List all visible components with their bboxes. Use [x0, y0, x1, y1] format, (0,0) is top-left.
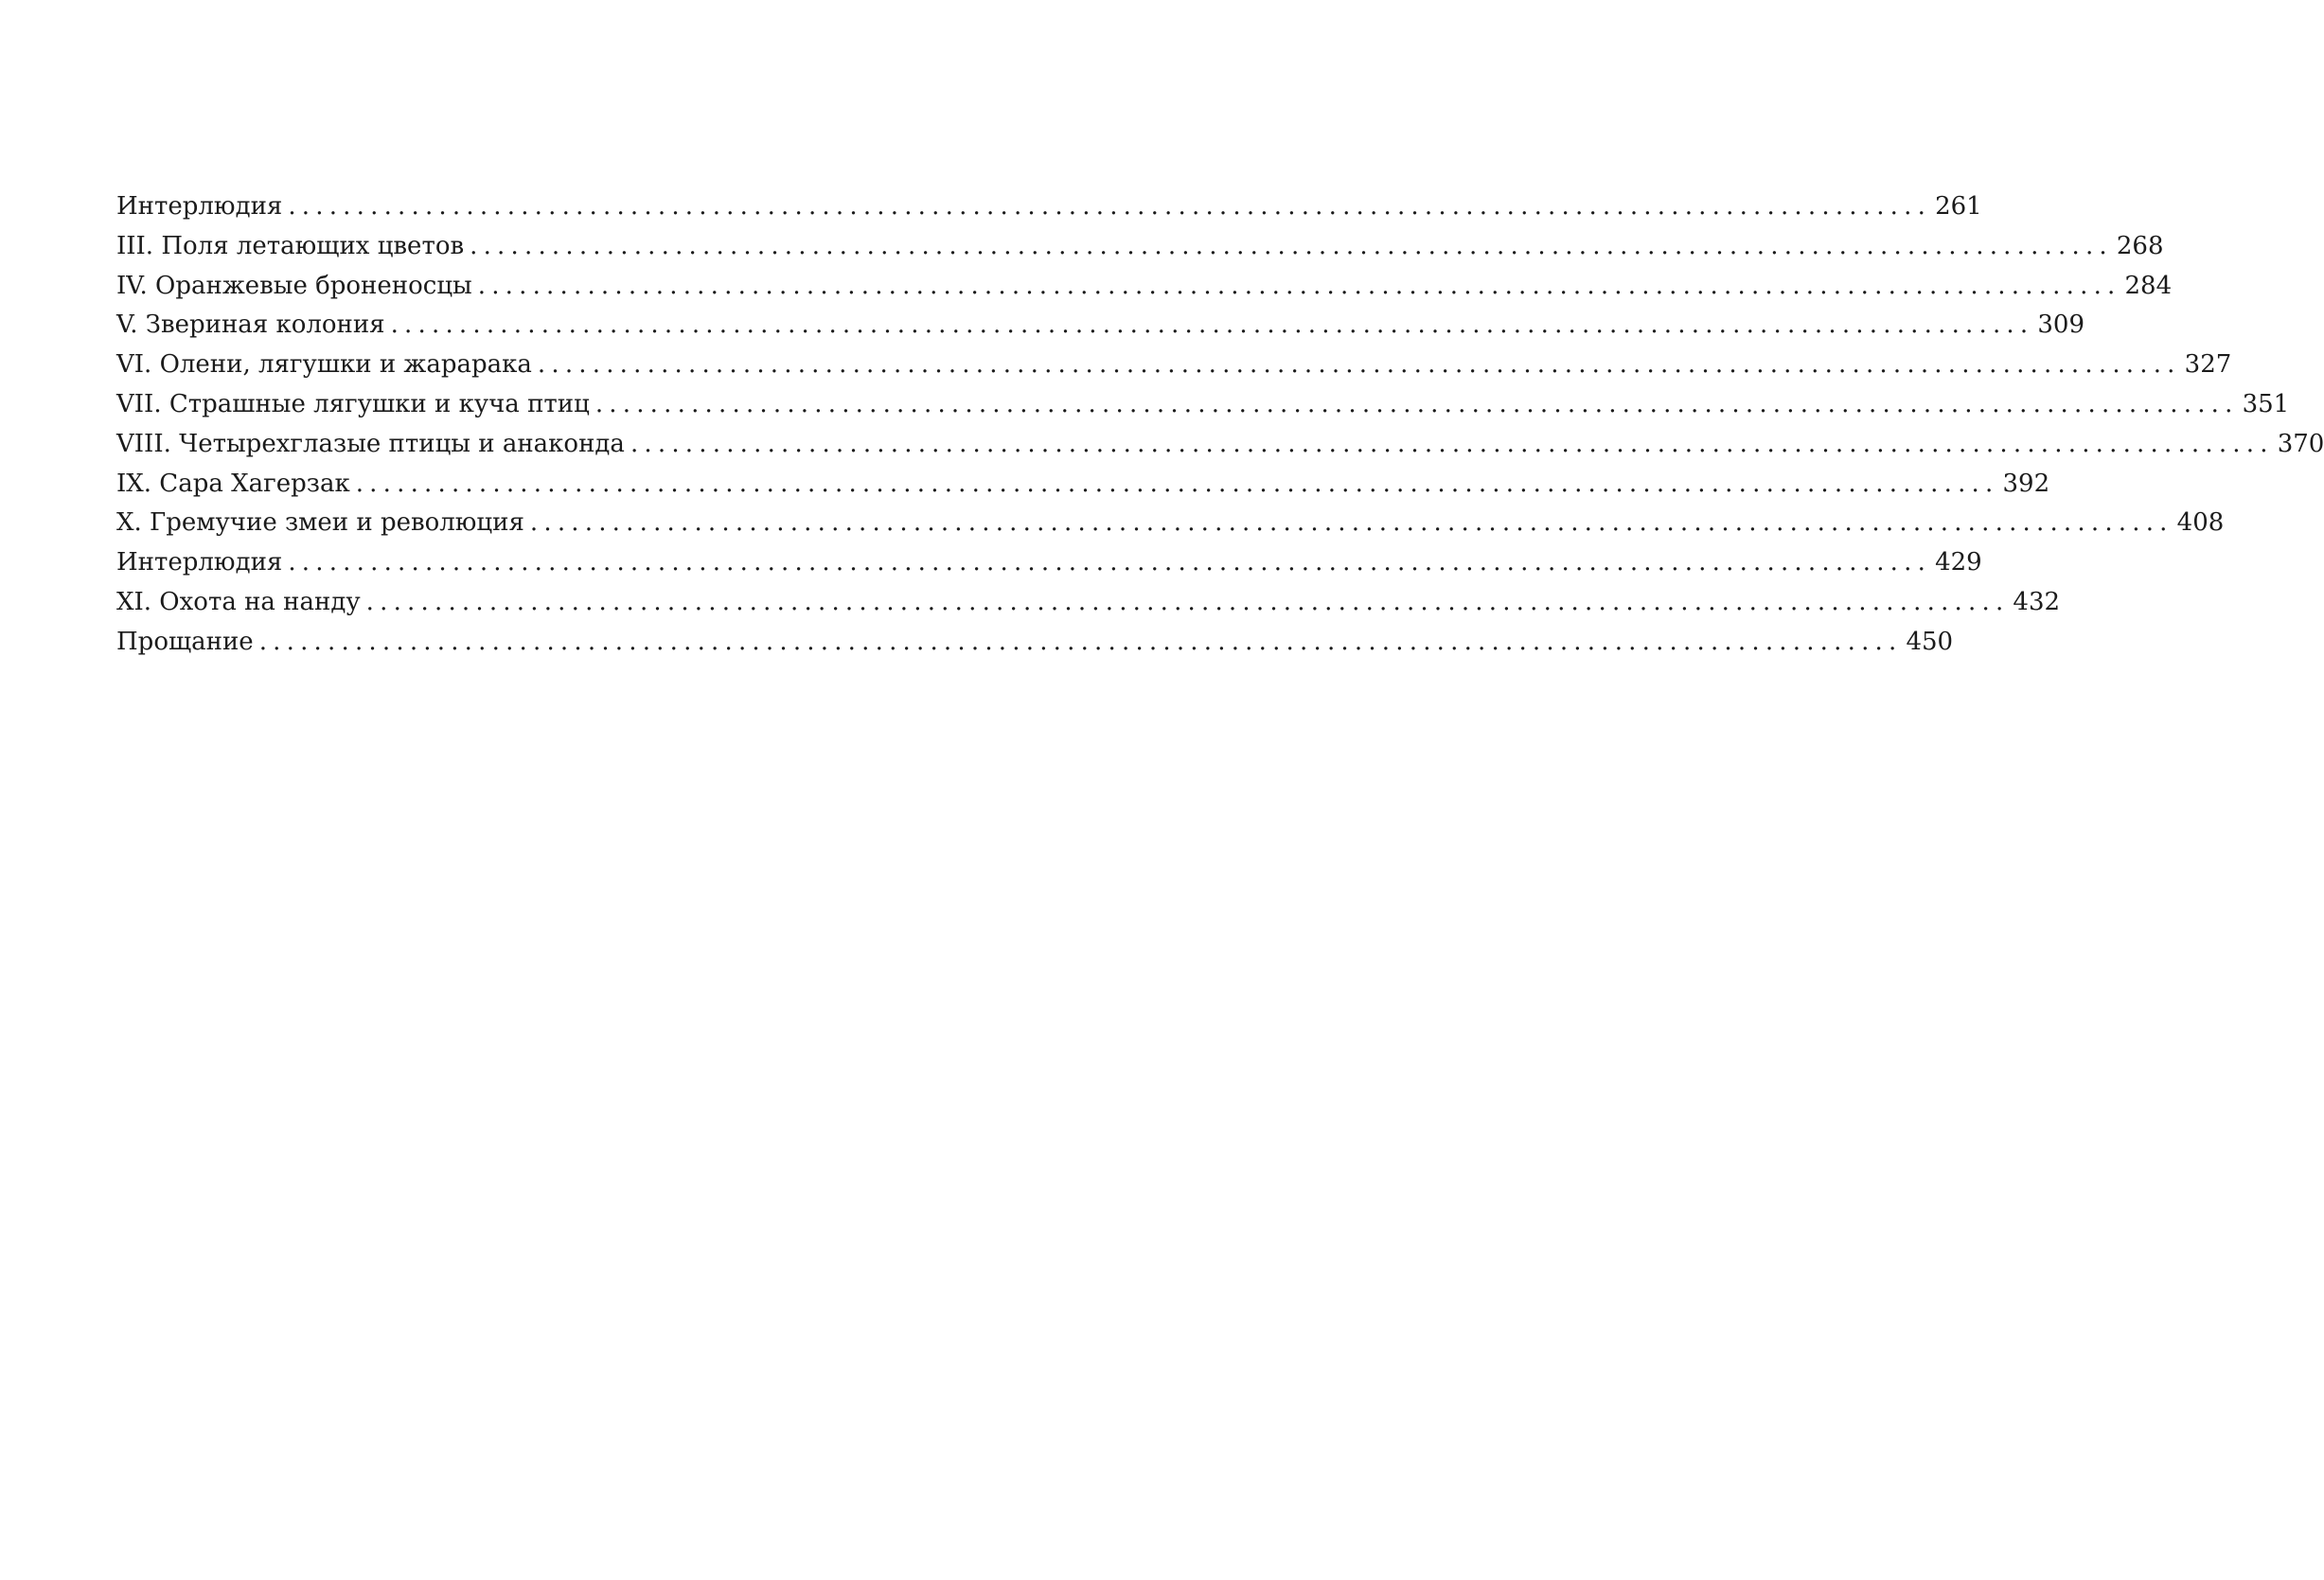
table-of-contents: [116, 187, 2324, 663]
toc-entry[interactable]: [116, 267, 2173, 307]
dot-leader: ........................................................................................................................: [594, 389, 2239, 418]
toc-entry[interactable]: [116, 385, 2290, 425]
toc-entry-title: Интерлюдия: [116, 192, 283, 221]
toc-entry-page-number: 284: [2124, 271, 2173, 300]
toc-entry-title: VIII. Четырехглазые птицы и анаконда: [116, 429, 625, 458]
dot-leader: ........................................................................................................................: [365, 587, 2010, 616]
toc-entry[interactable]: [116, 306, 2085, 346]
dot-leader: ........................................................................................................................: [529, 508, 2173, 538]
toc-entry-page-number: 261: [1935, 192, 1982, 221]
toc-entry[interactable]: [116, 346, 2232, 385]
toc-entry-title: XI. Охота на нанду: [116, 587, 361, 616]
toc-entry-title: V. Звериная колония: [116, 311, 385, 340]
toc-entry[interactable]: [116, 583, 2061, 623]
dot-leader: ........................................................................................................................: [355, 469, 1999, 498]
toc-entry-title: Прощание: [116, 627, 254, 656]
toc-entry-title: Интерлюдия: [116, 548, 283, 577]
toc-entry-page-number: 392: [2002, 469, 2050, 498]
toc-entry[interactable]: [116, 425, 2324, 465]
toc-entry[interactable]: [116, 623, 1954, 663]
toc-entry-page-number: 309: [2037, 311, 2085, 340]
dot-leader: ........................................................................................................................: [630, 429, 2274, 458]
toc-entry-page-number: 450: [1906, 627, 1954, 656]
toc-entry[interactable]: [116, 504, 2225, 543]
toc-entry-page-number: 432: [2013, 587, 2061, 616]
toc-entry-title: IX. Сара Хагерзак: [116, 469, 350, 498]
toc-entry-page-number: 327: [2184, 350, 2232, 380]
toc-entry-title: VII. Страшные лягушки и куча птиц: [116, 389, 590, 418]
dot-leader: ........................................................................................................................: [258, 627, 1903, 656]
toc-entry[interactable]: [116, 465, 2050, 505]
dot-leader: ........................................................................................................................: [390, 311, 2034, 340]
toc-entry[interactable]: [116, 543, 1982, 583]
dot-leader: ........................................................................................................................: [288, 192, 1932, 221]
toc-entry-title: VI. Олени, лягушки и жарарака: [116, 350, 532, 380]
toc-entry-page-number: 408: [2176, 508, 2225, 538]
toc-entry[interactable]: [116, 187, 1982, 227]
toc-entry-title: III. Поля летающих цветов: [116, 231, 465, 260]
dot-leader: ........................................................................................................................: [470, 231, 2113, 260]
toc-entry-title: IV. Оранжевые броненосцы: [116, 271, 472, 300]
dot-leader: ........................................................................................................................: [537, 350, 2181, 380]
toc-entry[interactable]: [116, 227, 2164, 267]
toc-entry-title: X. Гремучие змеи и революция: [116, 508, 524, 538]
toc-entry-page-number: 268: [2116, 231, 2164, 260]
dot-leader: ........................................................................................................................: [477, 271, 2121, 300]
toc-entry-page-number: 370: [2277, 429, 2324, 458]
toc-entry-page-number: 429: [1935, 548, 1982, 577]
toc-entry-page-number: 351: [2242, 389, 2290, 418]
dot-leader: ........................................................................................................................: [288, 548, 1932, 577]
